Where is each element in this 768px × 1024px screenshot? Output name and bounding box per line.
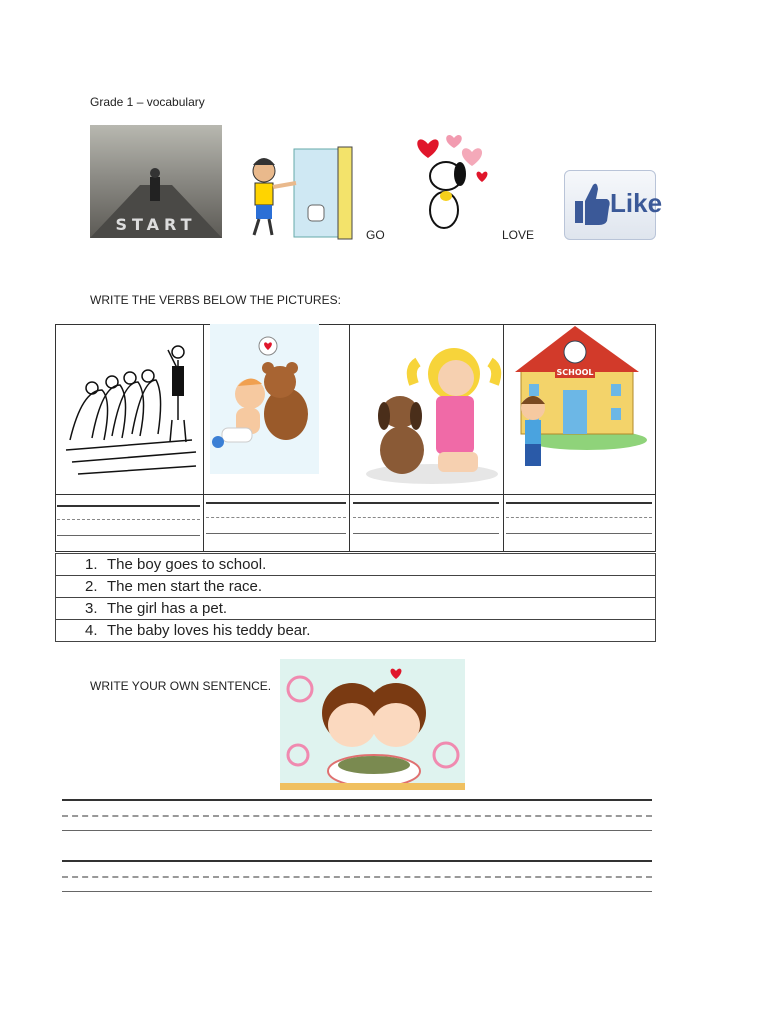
list-item (56, 554, 656, 576)
school-sign-text: SCHOOL (556, 368, 594, 377)
sentence-number: 3. (85, 600, 98, 617)
sentence-number: 2. (85, 578, 98, 595)
handwriting-line (62, 876, 652, 878)
handwriting-line (62, 860, 652, 862)
list-item (56, 598, 656, 620)
writing-line (506, 502, 652, 504)
vocab-caption-go: GO (366, 228, 385, 242)
writing-line (57, 535, 200, 536)
instruction-write-verbs: WRITE THE VERBS BELOW THE PICTURES: (90, 293, 341, 307)
grid-divider (55, 494, 656, 495)
list-item (56, 576, 656, 598)
sentence-text: The boy goes to school. (107, 556, 267, 573)
writing-line (353, 533, 499, 534)
writing-line (206, 533, 346, 534)
boy-going-to-toilet-icon (246, 147, 358, 239)
vocab-caption-love: LOVE (502, 228, 535, 242)
two-kids-eating-noodles-icon (280, 659, 465, 790)
sentence-text: The baby loves his teddy bear. (107, 622, 311, 639)
writing-line (353, 517, 499, 518)
men-start-race-sketch-icon (62, 330, 198, 482)
writing-line (506, 517, 652, 518)
writing-line (57, 505, 200, 507)
handwriting-line (62, 799, 652, 801)
grid-divider (503, 324, 504, 552)
snoopy-hearts-icon (414, 130, 490, 234)
writing-line (506, 533, 652, 534)
svg-text:START: START (115, 215, 197, 234)
like-badge-text: Like (610, 188, 663, 218)
baby-hugs-teddy-icon (210, 324, 319, 474)
writing-line (353, 502, 499, 504)
sentence-text: The girl has a pet. (107, 600, 228, 617)
list-item (56, 620, 656, 642)
instruction-own-sentence: WRITE YOUR OWN SENTENCE. (90, 679, 272, 693)
sentence-number: 4. (85, 622, 98, 639)
sentence-text: The men start the race. (107, 578, 263, 595)
handwriting-line (62, 815, 652, 817)
boy-at-school-icon (507, 324, 650, 486)
sentence-number: 1. (85, 556, 98, 573)
start-race-photo-icon (90, 125, 222, 238)
grid-divider (349, 324, 350, 552)
writing-line (206, 517, 346, 518)
grid-divider (203, 324, 204, 552)
handwriting-line (62, 830, 652, 831)
girl-with-dog-icon (362, 338, 502, 486)
sentence-list (55, 553, 656, 642)
like-thumb-icon (564, 170, 663, 240)
handwriting-line (62, 891, 652, 892)
page-title: Grade 1 – vocabulary (90, 95, 205, 109)
writing-line (206, 502, 346, 504)
writing-line (57, 519, 200, 520)
